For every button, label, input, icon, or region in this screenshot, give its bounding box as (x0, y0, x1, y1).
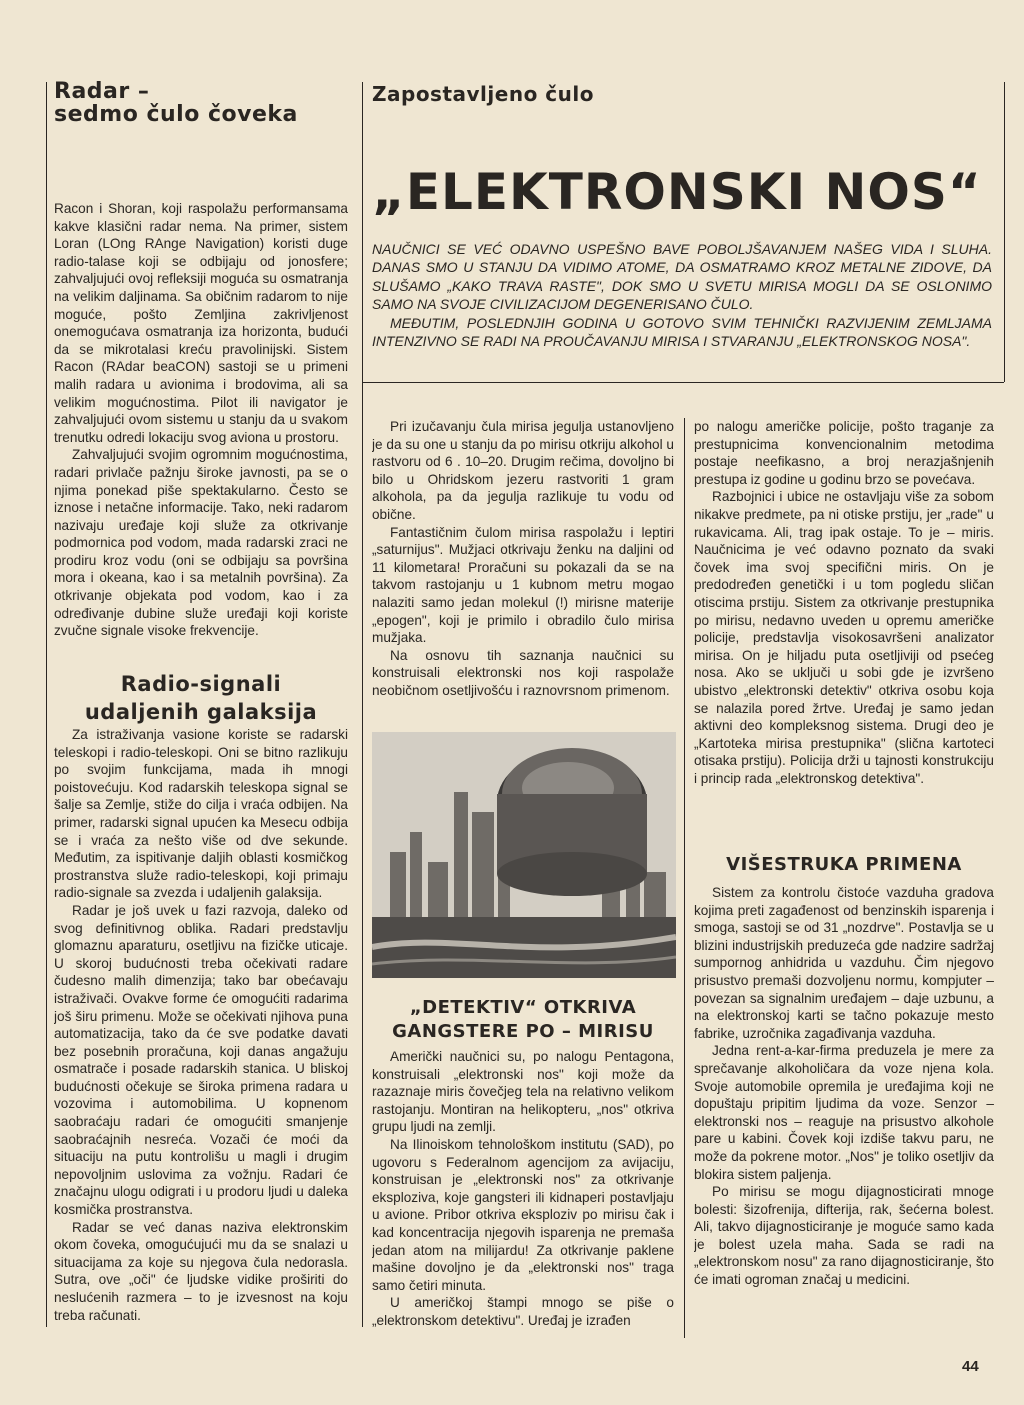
left-subheading-line1: Radio-signali (120, 672, 282, 696)
left-subheading (54, 670, 348, 726)
center-divider-rule (362, 82, 363, 1327)
page-number: 44 (962, 1358, 979, 1375)
left-paragraph-4: Radar je još uvek u fazi razvoja, daleko od svog definitivnog oblika. Radari predstavlju glomaznu aparaturu, osetljivu na fizičke uticaje. U skoroj budućnosti treba očekivati radare čudesno malih dimenzija; tako bar obećavaju istraživači. Ovakve forme će omogućiti radarima još širu primenu. Može se očekivati njihova puna automatizacija, tako da će sve podatke davati bez posebnih proračuna, koji danas angažuju osmatrače i posade radarskih stanica. U bliskoj budućnosti očekuje se široka primena radara u vozovima i automobilima. U kopnenom saobraćaju radari će omogućiti smanjenje saobraćajnih nesreća. Vozači će moći da situaciju na putu kontrolišu u magli i drugim nepovoljnim uslovima za vožnju. Radari će značajnu ulogu odigrati i u prodoru ljudi u daleka kosmička prostranstva. (54, 902, 348, 1218)
right-col2-body-part2 (694, 884, 994, 1336)
col1-paragraph-6: U američkoj štampi mnogo se piše o „elektronskom detektivu". Uređaj je izrađen (372, 1295, 674, 1328)
col2-paragraph-1: po nalogu američke policije, pošto traganje za prestupnicima konvencionalnim metodima postaje neefikasno, a broj nerazjašnjenih prestupa iz godine u godinu brzo se povećava. (694, 419, 994, 487)
right-frame-rule (1004, 82, 1005, 382)
col2-paragraph-3: Sistem za kontrolu čistoće vazduha gradova kojima preti zagađenost od benzinskih isparenja i smoga, sastoji se od 31 „nozdrve". Postavlja se u blizini industrijskih preduzeća gde nadzire sadržaj sumpornog anhidrida u vazduhu. Čim njegovo prisustvo premaši dozvoljenu normu, kompjuter – povezan sa signalnim uređajem – daje uzbunu, a na elektronskoj karti se tačno pokazuje mesto fabrike, uzročnika zagađivanja vazduha. (694, 885, 994, 1041)
left-heading-line1: Radar – (54, 79, 150, 104)
left-heading (54, 80, 354, 126)
left-subheading-line2: udaljenih galaksija (84, 700, 318, 724)
kicker: Zapostavljeno čulo (372, 82, 594, 106)
col1-subheading (372, 996, 674, 1044)
lead-text (372, 240, 992, 378)
left-body-part2 (54, 726, 348, 1330)
col1-paragraph-5: Na Ilinoiskom tehnološkom institutu (SAD), po ugovoru s Federalnom agencijom za avijaciju, konstruisan je „elektronski nos" za otkrivanje eksploziva, koje gangsteri ili kidnaperi postavljaju u avione. Pribor otkriva eksploziv po mirisu čak i kad koncentracija njegovih isparenja ne premaša jedan atom na milijardu! Za otkrivanje paklene mašine dovoljno je da „elektronski nos" traga samo četiri minuta. (372, 1136, 674, 1293)
col1-paragraph-4: Američki naučnici su, po nalogu Pentagona, konstruisali „elektronski nos" koji može da razaznaje miris čovečjeg tela na relativno velikom rastojanju. Montiran na helikopteru, „nos" otkriva grupu ljudi na zemlji. (372, 1049, 674, 1135)
city-photo-illustration (372, 732, 676, 978)
right-col2-body-part1 (694, 418, 994, 830)
left-paragraph-3: Za istraživanja vasione koriste se radarski teleskopi i radio-teleskopi. Oni se bitno razlikuju po svojim funkcijama, mada ih mnogi poistovećuju. Kod radarskih teleskopa signal se šalje sa Zemlje, stiže do cilja i vraća odbijen. Na primer, radarski signal upućen ka Mesecu odbija se i vraća za nešto više od dve sekunde. Međutim, za ispitivanje daljih oblasti kosmičkog prostranstva služe radio-teleskopi, koji primaju radio-signale sa zvezda i udaljenih galaksija. (54, 727, 348, 901)
left-paragraph-5: Radar se već danas naziva elektronskim okom čoveka, omogućujući mu da se snalazi u situacijama za koje su njegova čula nedorasla. Sutra, ove „oči" će ljudske vidike proširiti do neslućenih razmera – to je izvesnost na koju treba računati. (54, 1219, 348, 1323)
left-paragraph-1: Racon i Shoran, koji raspolažu performansama kakve klasični radar nema. Na primer, sistem Loran (LOng RAnge Navigation) koristi duge radio-talase koji se odbijaju od jonosfere; zahvaljujući ovoj refleksiji moguća su osmatranja na velikim daljinama. Sa običnim radarom to nije moguće, pošto Zemljina zakrivljenost onemogućava osmatranja iza horizonta, budući da se mikrotalasi kreću pravolinijski. Sistem Racon (RAdar beaCON) sastoji se u primeni malih radara u avionima i brodovima, ali sa velikim mogućnostima. Pilot ili navigator je zahvaljujući ovom sistemu u stanju da u svakom trenutku odredi lokaciju svog aviona u prostoru. (54, 201, 348, 445)
electronic-nose-photo (372, 732, 676, 978)
left-body-part1 (54, 200, 348, 668)
lead-paragraph-1: NAUČNICI SE VEĆ ODAVNO USPEŠNO BAVE POBOLJŠAVANJEM NAŠEG VIDA I SLUHA. DANAS SMO U STANJU DA VIDIMO ATOME, DA OSMATRAMO KROZ METALNE ZIDOVE, DA SLUŠAMO „KAKO TRAVA RASTE", DOK SMO U SVETU MIRISA MOGLI DA SE OSLONIMO SAMO NA SVOJE CIVILIZACIJOM DEGENERISANO ČULO. (372, 241, 992, 313)
right-column-divider (684, 418, 685, 1338)
col2-paragraph-4: Jedna rent-a-kar-firma preduzela je mere za sprečavanje alkoholičara da voze njena kola. Svoje automobile opremila je uređajima koji ne dopuštaju pripitim ljudima da voze. Senzor – elektronski nos – reaguje na prisustvo alkohole pare u kabini. Čovek koji izdiše takvu paru, ne može da pokrene motor. „Nos" je toliko osetljiv da blokira sistem paljenja. (694, 1043, 994, 1182)
col2-subheading: VIŠESTRUKA PRIMENA (726, 854, 962, 875)
col1-paragraph-3: Na osnovu tih saznanja naučnici su konstruisali elektronski nos koji raspolaže neobičnom osetljivošću i raznovrsnom primenom. (372, 647, 674, 698)
col2-paragraph-5: Po mirisu se mogu dijagnosticirati mnoge bolesti: šizofrenija, difterija, rak, šećerna bolest. Ali, takvo dijagnosticiranje je moguće samo kada je bolest uzela maha. Sada se radi na „elektronskom nosu" za rano dijagnosticiranje, što će imati ogroman značaj u medicini. (694, 1184, 994, 1288)
left-paragraph-2: Zahvaljujući svojim ogromnim mogućnostima, radari privlače pažnju široke javnosti, pa se o njima ponekad piše spektakularno. Često se iznose i netačne informacije. Tako, neki radarom nazivaju uređaje koji služe za otkrivanje podmornica pod vodom, mada radarski zraci ne prodiru kroz vodu (oni se odbijaju sa površina mora i okeana, kao i sa metalnih površina). Za otkrivanje objekata pod vodom, kao i za određivanje dubine služe uređaji koji koriste zvučne signale visoke frekvencije. (54, 447, 348, 639)
lead-box-bottom-rule (362, 382, 1004, 383)
col1-subheading-line2: GANGSTERE PO – MIRISU (392, 1021, 654, 1042)
col1-paragraph-1: Pri izučavanju čula mirisa jegulja ustanovljeno je da su one u stanju da po mirisu otkriju alkohol u rastvoru od 6 . 10–20. Drugim rečima, dovoljno bi bilo u Ohridskom jezeru rastvoriti 1 gram alkohola, pa da jegulja razlikuje tu vodu od obične. (372, 419, 674, 522)
right-col1-body-part1 (372, 418, 674, 708)
col1-paragraph-2: Fantastičnim čulom mirisa raspolažu i leptiri „saturnijus". Mužjaci otkrivaju ženku na daljini od 11 kilometara! Proračuni su pokazali da se na takvom rastojanju u 1 kubnom metru mogao nalaziti samo jedan molekul (!) mirisne materije „epogen", koji je primilo i obradilo čulo mirisa mužjaka. (372, 524, 674, 646)
lead-paragraph-2: MEĐUTIM, POSLEDNJIH GODINA U GOTOVO SVIM TEHNIČKI RAZVIJENIM ZEMLJAMA INTENZIVNO SE RADI NA PROUČAVANJU MIRISA I STVARANJU „ELEKTRONSKOG NOSA". (372, 314, 992, 350)
left-column-rule (46, 82, 47, 1327)
col1-subheading-line1: „DETEKTIV“ OTKRIVA (409, 997, 637, 1018)
left-heading-line2: sedmo čulo čoveka (54, 102, 298, 128)
main-title: „ELEKTRONSKI NOS“ (372, 163, 982, 221)
right-col1-body-part2 (372, 1048, 674, 1340)
col2-paragraph-2: Razbojnici i ubice ne ostavljaju više za sobom nikakve predmete, pa ni otiske prstiju, jer „rade" u rukavicama. Ali, trag ipak ostaje. To je – miris. Naučnicima je već odavno poznato da svaki čovek ima svoj specifični miris. On je predodređen genetički i u tom pogledu sličan otiscima prstiju. Sistem za otkrivanje prestupnika po mirisu, nedavno uveden u opremu američke policije, predstavlja visokosavršeni analizator mirisa. On je hiljadu puta osetljiviji od psećeg nosa. Ako se uključi u sobi gde je izvršeno ubistvo „elektronski detektiv" otkriva osobu koja se nalazila pored žrtve. Uređaj je samo jedan aktivni deo kompleksnog sistema. Drugi deo je „Kartoteka mirisa prestupnika" (slična kartoteci otisaka prstiju). Policija drži u tajnosti konstrukciju i princip rada „elektronskog detektiva". (694, 489, 994, 786)
